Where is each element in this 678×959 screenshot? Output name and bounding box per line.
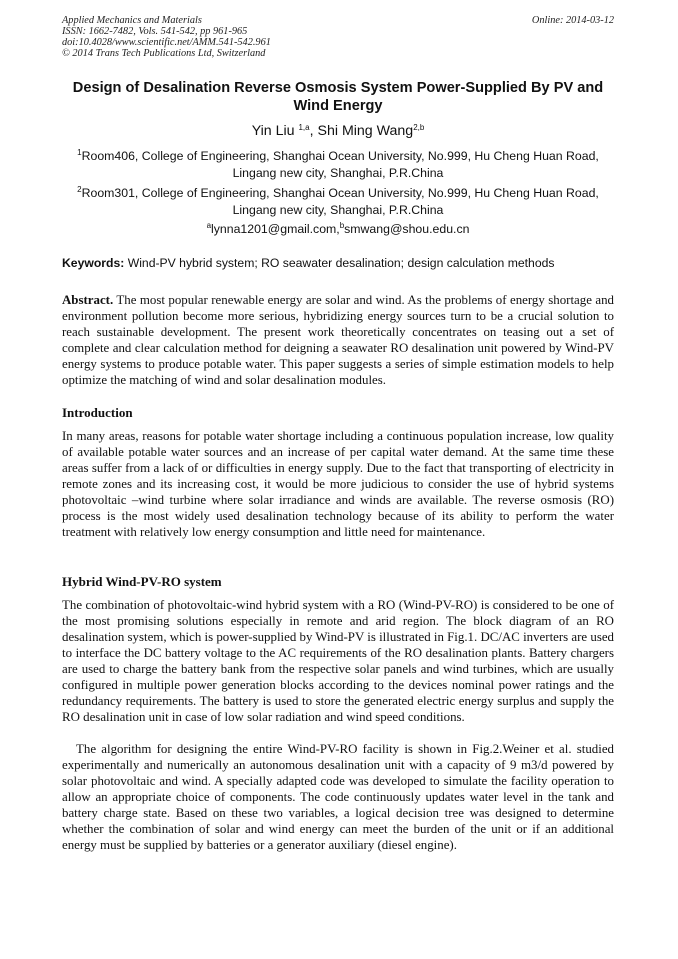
hybrid-paragraph-1: The combination of photovoltaic-wind hybrid system with a RO (Wind-PV-RO) is considered to be one of the most promising solutions especially in remote and arid region. The block diagram of an RO desalination system, which is power-supplied by Wind-PV is illustrated in Fig.1. DC/AC inverters are used to interface the DC battery voltage to the AC requirements of the RO desalination plants. Battery chargers are used to charge the battery bank from the respective solar panels and wind turbines, which are usually configured in multiple power generation blocks according to the devices nominal power ratings and the redundancy requirements. The battery is used to store the generated electric energy surplus and supply the RO desalination unit in case of low solar radiation and wind speed conditions. — [62, 598, 614, 724]
email-line — [62, 221, 614, 237]
author-separator: , — [309, 123, 318, 139]
author-2-marker: 2,b — [413, 123, 425, 132]
abstract — [62, 292, 614, 388]
keywords — [62, 255, 614, 271]
online-date: Online: 2014-03-12 — [531, 15, 614, 26]
hybrid-heading: Hybrid Wind-PV-RO system — [62, 574, 222, 589]
email-b-marker: b — [339, 221, 345, 230]
keywords-label: Keywords: — [62, 256, 125, 270]
affiliation-2 — [62, 185, 614, 219]
journal-issn: ISSN: 1662-7482, Vols. 541-542, pp 961-965 — [62, 26, 248, 37]
paper-title: Design of Desalination Reverse Osmosis System Power-Supplied By PV and Wind Energy — [72, 80, 604, 114]
email-b[interactable]: smwang@shou.edu.cn — [344, 222, 470, 236]
author-1: Yin Liu — [251, 123, 299, 139]
journal-doi: doi:10.4028/www.scientific.net/AMM.541-542.961 — [62, 37, 271, 48]
author-line — [62, 122, 614, 140]
author-1-marker: 1,a — [298, 123, 310, 132]
affiliation-2-marker: 2 — [77, 185, 82, 194]
affiliation-1-marker: 1 — [77, 148, 82, 157]
affiliation-1 — [62, 148, 614, 182]
email-a[interactable]: lynna1201@gmail.com, — [211, 222, 340, 236]
author-2: Shi Ming Wang — [317, 123, 414, 139]
keywords-text: Wind-PV hybrid system; RO seawater desalination; design calculation methods — [124, 256, 555, 270]
introduction-text: In many areas, reasons for potable water shortage including a continuous population increase, low quality of available potable water sources and an increase of per capital water demand. At the same time these areas suffer from a lack of or difficulties in energy supply. Due to the fact that transporting of electricity in remote zones and its increasing cost, it would be more judicious to consider the use of hybrid systems photovoltaic –wind turbine where solar irradiance and winds are available. The reverse osmosis (RO) process is the most widely used desalination technology because of its ability to perform the water treatment with relatively low energy consumption and little need for maintenance. — [62, 429, 614, 539]
abstract-label: Abstract. — [62, 293, 114, 307]
journal-header — [62, 15, 614, 59]
abstract-text: The most popular renewable energy are solar and wind. As the problems of energy shortage and environment pollution become more serious, hybridizing energy sources turn to be a crucial solution to reach sustainable development. The present work theoretically concentrates on teasing out a set of complete and clear calculation method for deigning a seawater RO desalination unit powered by Wind-PV energy systems to produce potable water. This paper suggests a series of simple estimation models to help optimize the matching of wind and solar desalination modules. — [62, 293, 614, 387]
email-a-marker: a — [206, 221, 212, 230]
introduction-heading: Introduction — [62, 405, 133, 420]
journal-name: Applied Mechanics and Materials — [62, 15, 202, 26]
hybrid-paragraph-2: The algorithm for designing the entire Wind-PV-RO facility is shown in Fig.2.Weiner et al. studied experimentally and numerically an autonomous desalination unit with a capacity of 9 m3/d powered by solar photovoltaic and wind. A specially adapted code was developed to simulate the facility operation to allow an appropriate choice of components. The code continuously updates water level in the tank and battery charge state. Based on these two variables, a logical decision tree was designed to determine whether the combination of solar and wind energy can meet the burden of the unit or if an additional energy must be supplied by batteries or a generator auxiliary (diesel engine). — [62, 742, 614, 852]
affiliation-1-text: Room406, College of Engineering, Shanghai Ocean University, No.999, Hu Cheng Huan Road, Lingang new city, Shanghai, P.R.China — [81, 149, 599, 180]
affiliation-2-text: Room301, College of Engineering, Shanghai Ocean University, No.999, Hu Cheng Huan Road, Lingang new city, Shanghai, P.R.China — [81, 186, 599, 217]
journal-copyright: © 2014 Trans Tech Publications Ltd, Switzerland — [62, 48, 266, 59]
